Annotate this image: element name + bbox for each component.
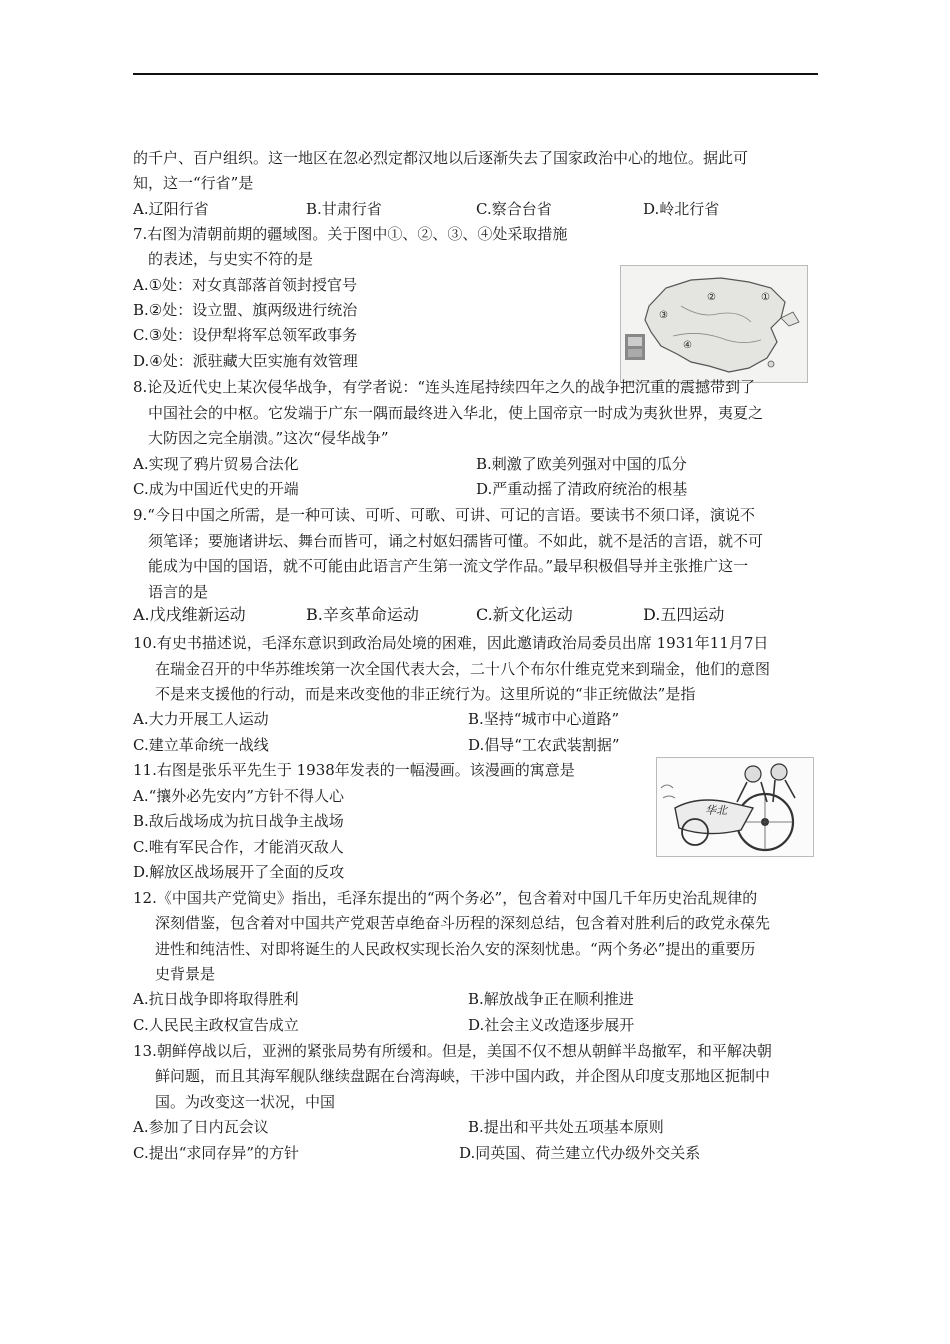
q7-option-a: A.①处：对女真部落首领封授官号 <box>133 276 358 294</box>
q12-line-2: 深刻借鉴，包含着对中国共产党艰苦卓绝奋斗历程的深刻总结，包含着对胜利后的政党永葆先 <box>155 914 771 932</box>
q9-option-a: A.戊戌维新运动 <box>133 605 246 624</box>
q10-option-c: C.建立革命统一战线 <box>133 736 269 754</box>
zhang-leping-cartoon <box>656 757 814 857</box>
q9-option-d: D.五四运动 <box>643 605 725 624</box>
q6-option-a: A.辽阳行省 <box>133 200 209 218</box>
q9-option-c: C.新文化运动 <box>476 605 573 624</box>
qing-map-drawing <box>621 266 807 382</box>
q12-line-4: 史背景是 <box>155 965 216 983</box>
q8-option-d: D.严重动摇了清政府统治的根基 <box>476 480 688 498</box>
q7-option-b: B.②处：设立盟、旗两级进行统治 <box>133 301 358 319</box>
q6-line-2: 知，这一“行省”是 <box>133 174 254 192</box>
q6-option-c: C.察合台省 <box>476 200 552 218</box>
q7-option-c: C.③处：设伊犁将军总领军政事务 <box>133 326 358 344</box>
q13-option-c: C.提出“求同存异”的方针 <box>133 1144 300 1162</box>
q9-line-1: 9.“今日中国之所需，是一种可读、可听、可歌、可讲、可记的言语。要读书不须口译，演说不 <box>133 506 755 524</box>
q8-line-2: 中国社会的中枢。它发端于广东一隅而最终进入华北，使上国帝京一时成为夷狄世界，夷夏之 <box>148 404 764 422</box>
q13-line-3: 国。为改变这一状况，中国 <box>155 1093 336 1111</box>
header-rule <box>133 73 818 75</box>
q11-option-a: A.“攘外必先安内”方针不得人心 <box>133 787 344 805</box>
q8-line-1: 8.论及近代史上某次侵华战争，有学者说：“连头连尾持续四年之久的战争把沉重的震撼带到了 <box>133 378 755 396</box>
q10-line-2: 在瑞金召开的中华苏维埃第一次全国代表大会，二十八个布尔什维克党来到瑞金，他们的意图 <box>155 660 771 678</box>
map-label-4: ④ <box>683 340 692 351</box>
q12-line-1: 12.《中国共产党简史》指出，毛泽东提出的“两个务必”，包含着对中国几千年历史治乱规律的 <box>133 889 758 907</box>
q7-line-1: 7.右图为清朝前期的疆域图。关于图中①、②、③、④处采取措施 <box>133 225 568 243</box>
q8-option-a: A.实现了鸦片贸易合法化 <box>133 455 299 473</box>
q12-option-a: A.抗日战争即将取得胜利 <box>133 990 299 1008</box>
map-label-1: ① <box>761 292 770 303</box>
q8-option-b: B.刺激了欧美列强对中国的瓜分 <box>476 455 687 473</box>
q11-option-d: D.解放区战场展开了全面的反攻 <box>133 863 345 881</box>
map-label-3: ③ <box>659 310 668 321</box>
q10-line-1: 10.有史书描述说，毛泽东意识到政治局处境的困难，因此邀请政治局委员出席 1931年11月7日 <box>133 634 769 652</box>
q8-option-c: C.成为中国近代史的开端 <box>133 480 299 498</box>
q13-option-a: A.参加了日内瓦会议 <box>133 1118 269 1136</box>
q13-line-2: 鲜问题，而且其海军舰队继续盘踞在台湾海峡，干涉中国内政，并企图从印度支那地区扼制中 <box>155 1067 771 1085</box>
q10-line-3: 不是来支援他的行动，而是来改变他的非正统行为。这里所说的“非正统做法”是指 <box>155 685 696 703</box>
q13-option-b: B.提出和平共处五项基本原则 <box>468 1118 664 1136</box>
q13-line-1: 13.朝鲜停战以后，亚洲的紧张局势有所缓和。但是，美国不仅不想从朝鲜半岛撤军，和平解决朝 <box>133 1042 772 1060</box>
cartoon-drawing <box>657 758 813 856</box>
map-inset-icon <box>625 334 645 360</box>
q10-option-b: B.坚持“城市中心道路” <box>468 710 620 728</box>
q11-option-c: C.唯有军民合作，才能消灭敌人 <box>133 838 344 856</box>
q10-option-a: A.大力开展工人运动 <box>133 710 269 728</box>
map-label-2: ② <box>707 292 716 303</box>
q9-line-2: 须笔译；要施诸讲坛、舞台而皆可，诵之村妪妇孺皆可懂。不如此，就不是活的言语，就不可 <box>148 532 764 550</box>
q9-option-b: B.辛亥革命运动 <box>306 605 419 624</box>
q11-line-1: 11.右图是张乐平先生于 1938年发表的一幅漫画。该漫画的寓意是 <box>133 761 575 779</box>
q7-option-d: D.④处：派驻藏大臣实施有效管理 <box>133 352 358 370</box>
qing-territory-map <box>620 265 808 383</box>
q9-line-3: 能成为中国的国语，就不可能由此语言产生第一流文学作品。”最早积极倡导并主张推广这一 <box>148 557 749 575</box>
q6-option-b: B.甘肃行省 <box>306 200 382 218</box>
q13-option-d: D.同英国、荷兰建立代办级外交关系 <box>459 1144 701 1162</box>
q12-option-d: D.社会主义改造逐步展开 <box>468 1016 635 1034</box>
q8-line-3: 大防因之完全崩溃。”这次“侵华战争” <box>148 429 389 447</box>
q12-option-c: C.人民民主政权宣告成立 <box>133 1016 299 1034</box>
cartoon-label: 华北 <box>705 804 727 817</box>
q11-option-b: B.敌后战场成为抗日战争主战场 <box>133 812 344 830</box>
q10-option-d: D.倡导“工农武装割据” <box>468 736 620 754</box>
q12-line-3: 进性和纯洁性、对即将诞生的人民政权实现长治久安的深刻忧患。“两个务必”提出的重要历 <box>155 940 756 958</box>
q7-line-2: 的表述，与史实不符的是 <box>148 250 314 268</box>
q12-option-b: B.解放战争正在顺利推进 <box>468 990 634 1008</box>
q6-line-1: 的千户、百户组织。这一地区在忽必烈定都汉地以后逐渐失去了国家政治中心的地位。据此可 <box>133 149 749 167</box>
q9-line-4: 语言的是 <box>148 583 209 601</box>
q6-option-d: D.岭北行省 <box>643 200 720 218</box>
